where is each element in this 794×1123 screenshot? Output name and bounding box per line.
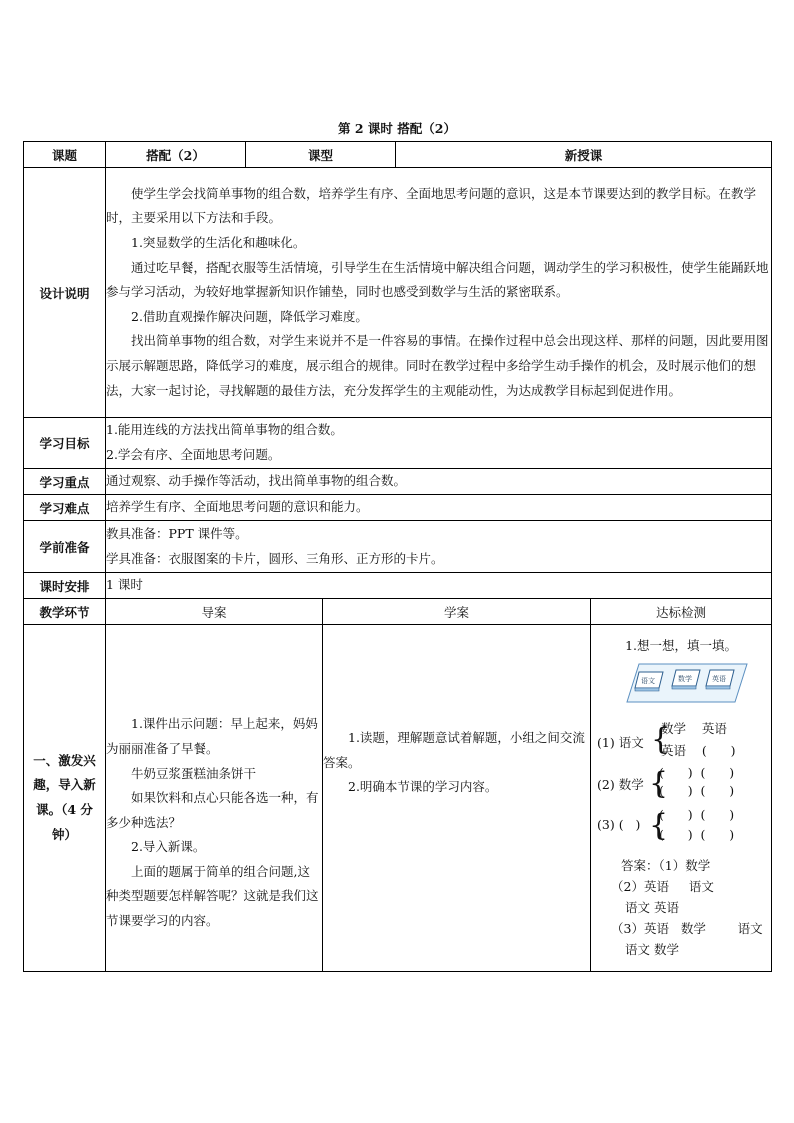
process-stage-header: 教学环节: [24, 599, 106, 625]
design-content: [106, 168, 772, 418]
goals-content: [106, 418, 772, 469]
stage1-study: [323, 625, 591, 972]
process-guide-header: 导案: [106, 599, 323, 625]
answer-line: 语文 数学: [625, 942, 679, 957]
stage1-guide: [106, 625, 323, 972]
study-line: 2.明确本节课的学习内容。: [348, 779, 498, 795]
q3-blank-row: ( ) ( ): [659, 827, 735, 842]
key-label: 学习重点: [24, 469, 106, 495]
q3-label: (3) ( ): [597, 817, 641, 832]
prep-line: 学具准备：衣服图案的卡片，圆形、三角形、正方形的卡片。: [106, 550, 444, 566]
books-illustration: [625, 660, 749, 706]
question-1: (1) 语文 { 数学 英语 英语 ( ): [597, 721, 736, 758]
book-icon: [706, 670, 734, 689]
q1-option-b: 英语 ( ): [661, 743, 736, 758]
process-check-header: 达标检测: [591, 599, 772, 625]
q2-label: (2) 数学: [597, 777, 644, 792]
answer-line: 语文 英语: [625, 900, 679, 915]
q3-blank-row: ( ) ( ): [659, 807, 735, 822]
book-label: 数学: [678, 675, 693, 683]
stage1-label: 一、激发兴趣，导入新课。（4 分钟）: [24, 625, 106, 972]
book-label: 英语: [712, 675, 727, 683]
process-study-header: 学案: [323, 599, 591, 625]
question-2: (2) 数学 { ( ) ( ) ( ) ( ): [597, 765, 735, 801]
prep-line: 教具准备：PPT 课件等。: [106, 525, 248, 541]
header-type-value: 新授课: [396, 142, 772, 168]
guide-line: 上面的题属于简单的组合问题,这种类型题要怎样解答呢？这就是我们这节课要学习的内容。: [106, 863, 319, 929]
answer-line: 答案：（1）数学: [621, 858, 711, 873]
q1-option-a: 数学 英语: [661, 721, 727, 736]
difficulty-label: 学习难点: [24, 495, 106, 521]
q1-label: (1) 语文: [597, 735, 644, 750]
stage1-check: [591, 625, 772, 972]
lesson-plan-table: [23, 141, 772, 972]
answers: [591, 855, 771, 960]
design-paragraph: 2.借助直观操作解决问题，降低学习难度。: [131, 308, 368, 324]
guide-line: 如果饮料和点心只能各选一种，有多少种选法？: [106, 790, 319, 830]
prep-content: [106, 521, 772, 573]
book-label: 语文: [641, 677, 656, 685]
design-paragraph: 通过吃早餐，搭配衣服等生活情境，引导学生在生活情境中解决组合问题，调动学生的学习积极性，使学生能踊跃地参与学习活动，为较好地掌握新知识作铺垫，同时也感受到数学与生活的紧密联系。: [106, 259, 769, 300]
goal-line: 1.能用连线的方法找出简单事物的组合数。: [106, 422, 343, 438]
schedule-label: 课时安排: [24, 573, 106, 599]
book-icon: [672, 670, 700, 689]
check-title: 1.想一想，填一填。: [625, 638, 737, 653]
key-content: 通过观察、动手操作等活动，找出简单事物的组合数。: [106, 469, 772, 495]
answer-line: （2）英语 语文: [611, 879, 714, 894]
answer-line: （3）英语 数学 语文: [611, 921, 763, 936]
schedule-content: 1 课时: [106, 573, 772, 599]
book-icon: [635, 672, 663, 691]
goal-line: 2.学会有序、全面地思考问题。: [106, 447, 281, 462]
study-line: 1.读题，理解题意试着解题，小组之间交流答案。: [323, 730, 585, 770]
question-3: (3) ( ) { ( ) ( ) ( ) ( ): [597, 807, 735, 843]
prep-label: 学前准备: [24, 521, 106, 573]
guide-line: 2.导入新课。: [131, 839, 206, 855]
design-paragraph: 使学生学会找简单事物的组合数，培养学生有序、全面地思考问题的意识，这是本节课要达到的教学目标。在教学时，主要采用以下方法和手段。: [106, 185, 757, 226]
goals-label: 学习目标: [24, 418, 106, 469]
document-title: 第 2 课时 搭配（2）: [338, 121, 456, 136]
header-topic-value: 搭配（2）: [106, 142, 246, 168]
difficulty-content: 培养学生有序、全面地思考问题的意识和能力。: [106, 495, 772, 521]
q2-blank-row: ( ) ( ): [659, 783, 735, 798]
design-paragraph: 找出简单事物的组合数，对学生来说并不是一件容易的事情。在操作过程中总会出现这样、那样的问题，因此要用图示展示解题思路，降低学习的难度，展示组合的规律。同时在教学过程中多给学生动手操作的机会，及时展示他们的想法，大家一起讨论，寻找解题的最佳方法，充分发挥学生的主观能动性，为达成教学目标起到促进作用。: [106, 333, 769, 398]
header-type-label: 课型: [246, 142, 396, 168]
guide-line: 牛奶豆浆蛋糕油条饼干: [131, 765, 257, 781]
guide-line: 1.课件出示问题：早上起来，妈妈为丽丽准备了早餐。: [106, 716, 318, 756]
q2-blank-row: ( ) ( ): [659, 765, 735, 780]
design-label: 设计说明: [24, 168, 106, 418]
header-topic-label: 课题: [24, 142, 106, 168]
design-paragraph: 1.突显数学的生活化和趣味化。: [131, 235, 306, 251]
